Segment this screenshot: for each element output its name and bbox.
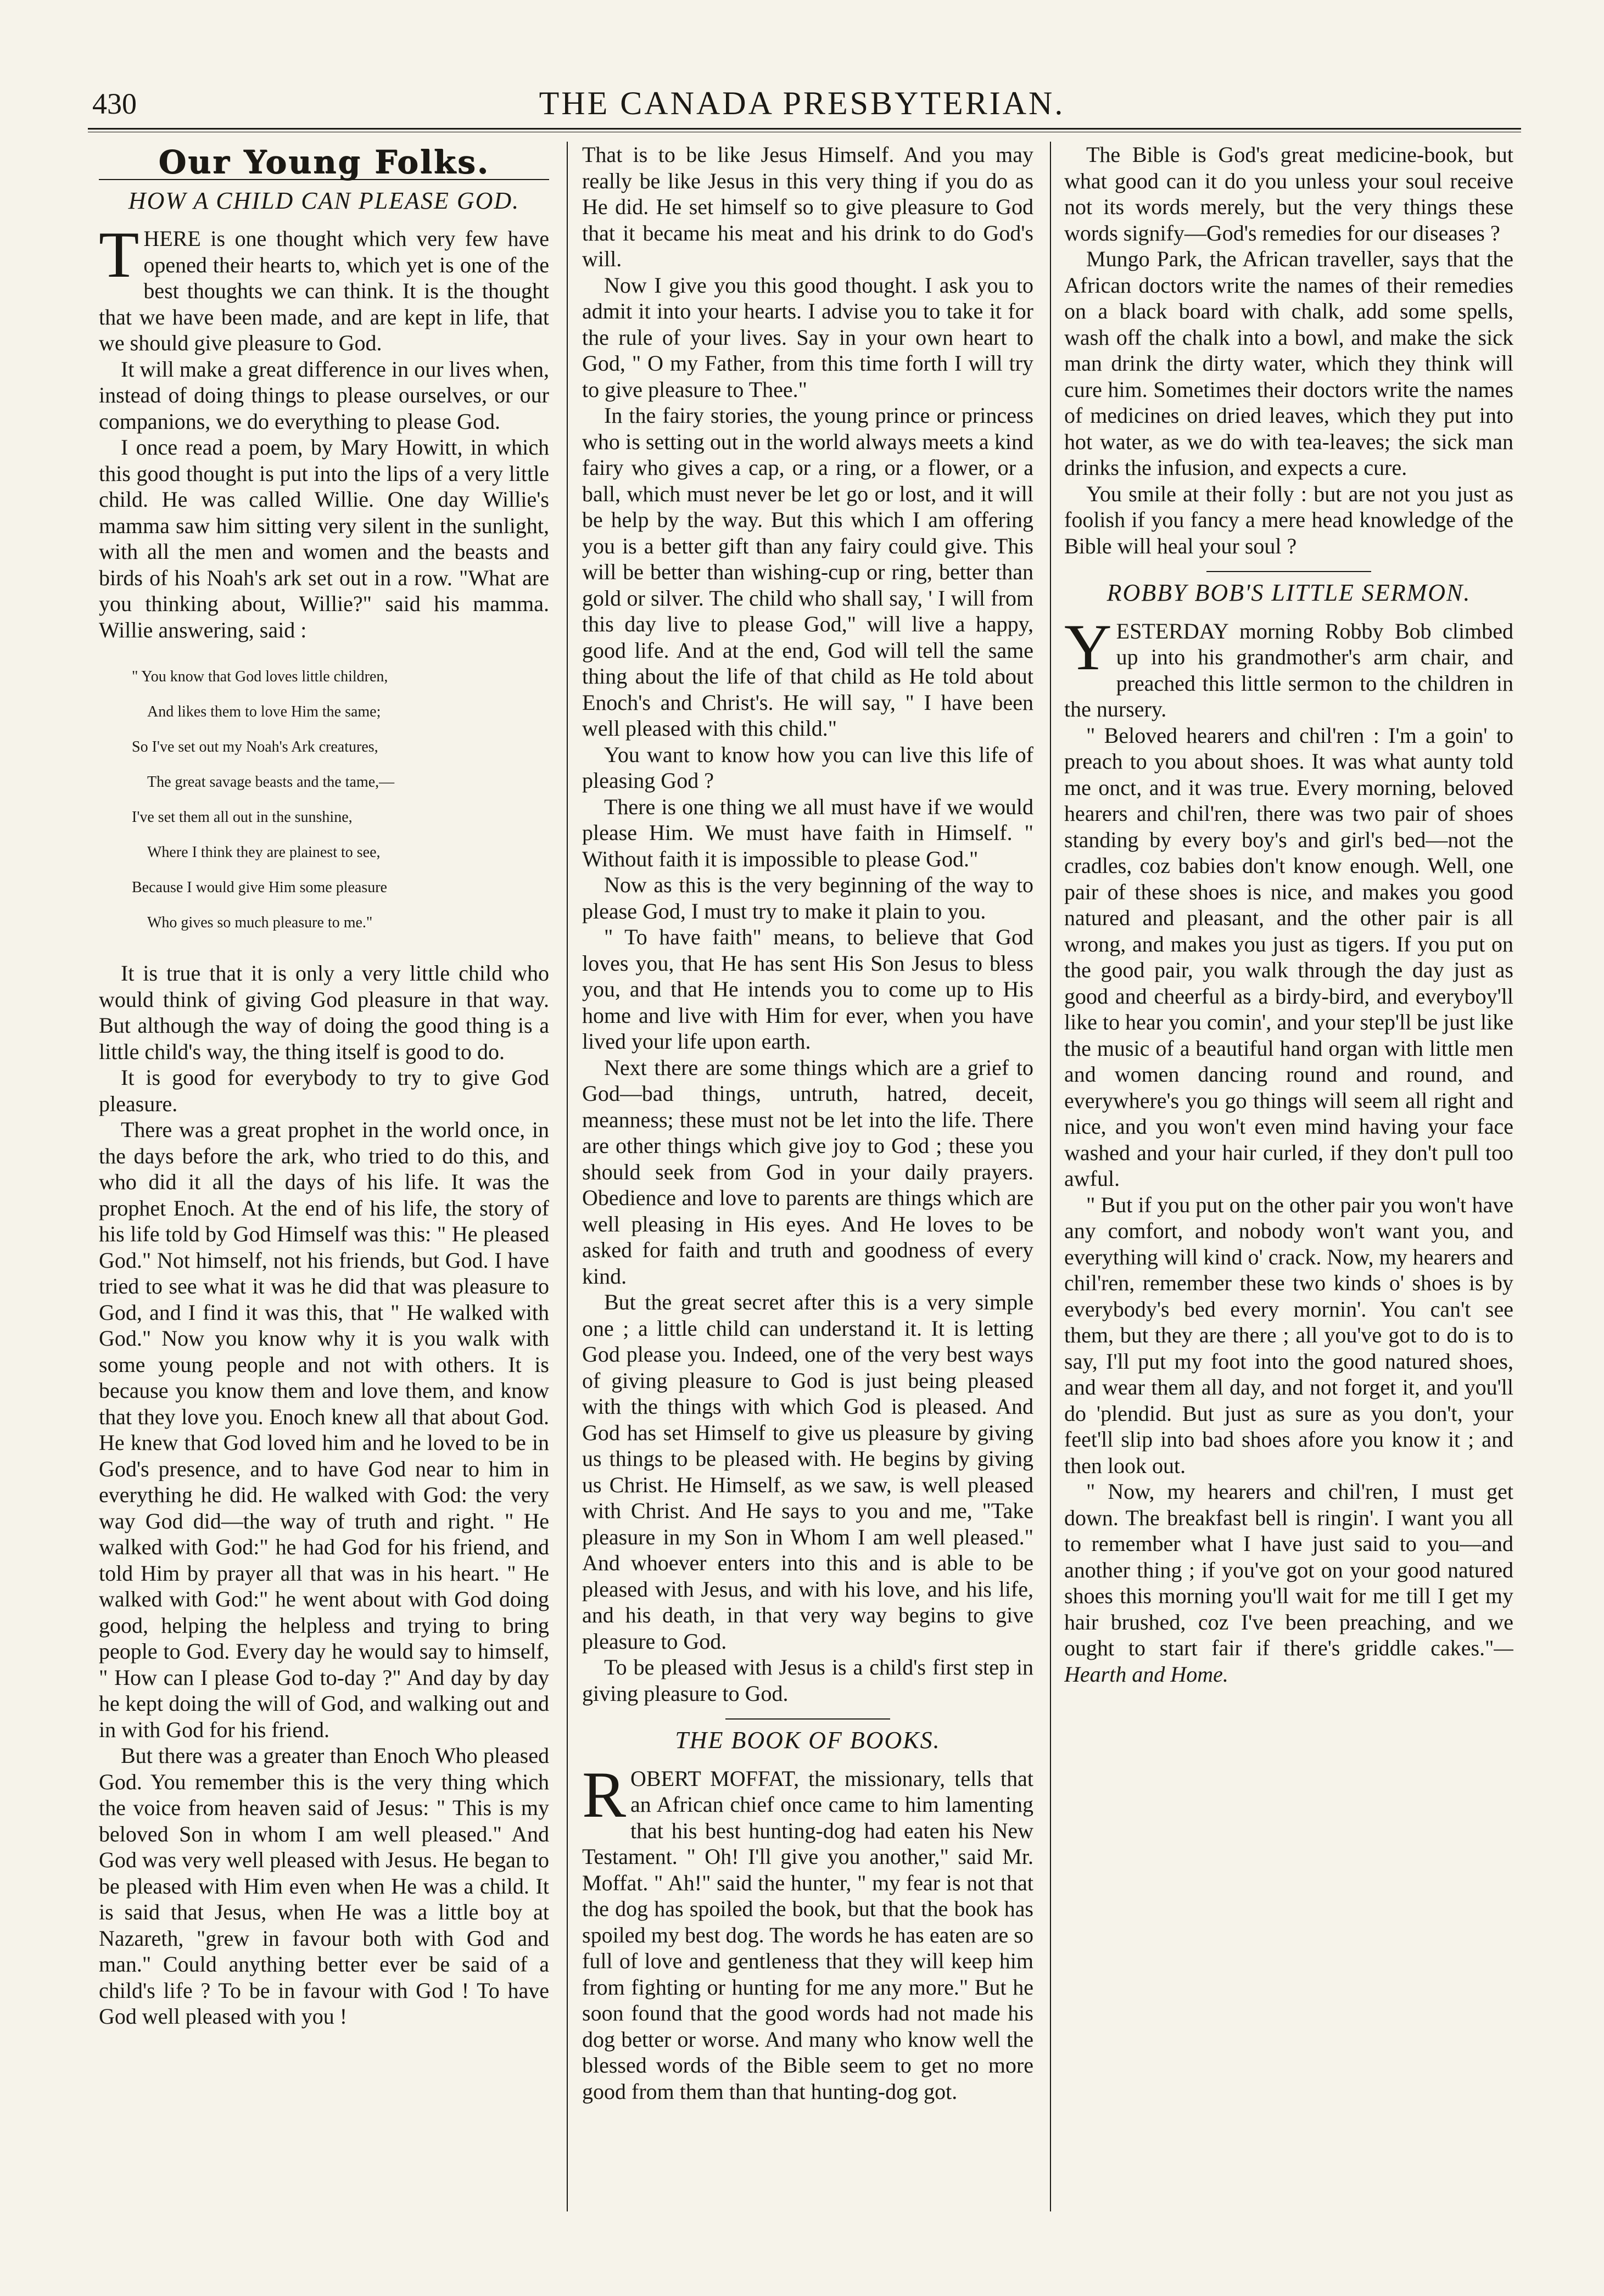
lead-caps: ESTERDAY — [1116, 618, 1228, 643]
article-heading-book-of-books: THE BOOK OF BOOKS. — [675, 1727, 941, 1754]
poem-line: And likes them to love Him the same; — [147, 703, 381, 720]
paragraph: Mungo Park, the African traveller, says that the African doctors write the names of their remedies on a black board with chalk, add some spells, wash off the chalk into a bowl, and make the sick man drink the dirty water, which they think will cure him. Sometimes their doctors write the names of medicines on dried leaves, which they put into hot water, as we do with tea-leaves; the sick man drinks the infusion, and expects a cure. — [1064, 247, 1513, 480]
paragraph: Next there are some things which are a grief to God—bad things, untruth, hatred, deceit, meanness; these must not be let into the life. There are other things which give joy to God ; these you should seek from God in your daily prayers. Obedience and love to parents are things which are well pleasing in His eyes. And He loves to be asked for faith and truth and goodness of every kind. — [582, 1055, 1033, 1289]
article-separator — [725, 1718, 890, 1720]
lead-caps: OBERT MOFFAT — [630, 1766, 794, 1791]
paragraph: To be pleased with Jesus is a child's first step in giving pleasure to God. — [582, 1655, 1033, 1706]
column-2 — [582, 142, 1033, 2211]
poem-line: Because I would give Him some pleasure — [132, 879, 387, 896]
paragraph: Now as this is the very beginning of the way to please God, I must try to make it plain to you. — [582, 872, 1033, 923]
paragraph: You smile at their folly : but are not you just as foolish if you fancy a mere head knowledge of the Bible will heal your soul ? — [1064, 481, 1513, 558]
page-number: 430 — [92, 87, 137, 120]
column-rule-1 — [567, 142, 568, 2211]
paragraph: Now I give you this good thought. I ask you to admit it into your hearts. I advise you to take it for the rule of your lives. Say in your own heart to God, " O my Father, from this time forth I will try to give pleasure to Thee." — [582, 272, 1033, 402]
poem-line: I've set them all out in the sunshine, — [132, 809, 353, 826]
lead-text: HERE is one thought which very few have opened their hearts to, which yet is one of the best thoughts we can think. It is the thought that we have been made, and are kept in life, that we should give pleasure to God. — [99, 226, 549, 355]
paragraph: " Beloved hearers and chil'ren : I'm a goin' to preach to you about shoes. It was what aunty told me onct, and it was true. Every morning, beloved hearers and chil'ren, there was two pair of shoes standing by every boy's and girl's bed—not the cradles, coz babies don't know enough. Well, one pair of these shoes is nice, and makes you good natured and pleasant, and the other pair is all wrong, and makes you just as tigers. If you put on the good pair, you walk through the day just as good and cheerful as a birdy-bird, and everyboy'll like to hear you comin', and your step'll be just like the music of a beautiful hand organ with little men and women dancing round and round, and everywhere's you go things will seem all right and nice, and you won't even mind having your face washed and your hair curled, if they don't pull too awful. — [1064, 723, 1513, 1191]
article-separator — [1206, 571, 1371, 572]
header-rule — [88, 128, 1521, 130]
poem-line: Where I think they are plainest to see, — [147, 844, 381, 861]
paragraph: The Bible is God's great medicine-book, but what good can it do you unless your soul receive not its words merely, but the very things these words signify—God's remedies for our diseases ? — [1064, 142, 1513, 245]
article-heading-robby-bob: ROBBY BOB'S LITTLE SERMON. — [1106, 579, 1471, 606]
paragraph: But the great secret after this is a very simple one ; a little child can understand it. It is letting God please you. Indeed, one of the very best ways of giving pleasure to God is just being pleased with the things with which God is pleased. And God has set Himself to give us pleasure by giving us things to be pleased with. He begins by giving us Christ. He Himself, as we saw, is well pleased with Christ. And He says to you and me, "Take pleasure in my Son in Whom I am well pleased." And whoever enters into this and is able to be pleased with Jesus, and with his love, and his life, and his death, in that very way begins to give pleasure to God. — [582, 1290, 1033, 1654]
paragraph: There is one thing we all must have if we would please Him. We must have faith in Himself. " Without faith it is impossible to please God." — [582, 794, 1033, 871]
paragraph: You want to know how you can live this life of pleasing God ? — [582, 742, 1033, 793]
paragraph: " But if you put on the other pair you won't have any comfort, and nobody won't want you, and everything will kind o' crack. Now, my hearers and chil'ren, remember these two kinds o' shoes is by everybody's bed every mornin'. You can't see them, but they are there ; all you've got to do is to say, I'll put my foot into the good natured shoes, and wear them all day, and not forget it, and you'll do 'plendid. But just as sure as you don't, your feet'll slip into bad shoes afore you know it ; and then look out. — [1064, 1192, 1513, 1478]
article-lead-paragraph — [582, 1757, 1033, 2105]
paragraph: " To have faith" means, to believe that God loves you, that He has sent His Son Jesus to bless you, and that He intends you to come up to His home and live with Him for ever, when you have lived your life upon earth. — [582, 925, 1033, 1054]
paragraph: That is to be like Jesus Himself. And you may really be like Jesus in this very thing if you do as He did. He set himself so to give pleasure to God that it became his meat and his drink to do God's will. — [582, 142, 1033, 271]
paragraph: I once read a poem, by Mary Howitt, in which this good thought is put into the lips of a very little child. He was called Willie. One day Willie's mamma saw him sitting very silent in the sunlight, with all the men and women and the beasts and birds of his Noah's ark set out in a row. "What are you thinking about, Willie?" said his mamma. Willie answering, said : — [99, 435, 549, 642]
section-title: Our Young Folks. — [158, 143, 490, 181]
article-heading-how-a-child: HOW A CHILD CAN PLEASE GOD. — [128, 187, 520, 214]
lead-text: morning Robby Bob climbed up into his grandmother's arm chair, and preached this little sermon to the children in the nursery. — [1064, 618, 1513, 721]
paragraph: It will make a great difference in our lives when, instead of doing things to please ourselves, or our companions, we do everything to please God. — [99, 356, 549, 434]
poem-line: Who gives so much pleasure to me." — [147, 914, 373, 931]
drop-cap: Y — [1064, 610, 1112, 684]
article-lead-paragraph — [1064, 610, 1513, 723]
closing-text: " Now, my hearers and chil'ren, I must get down. The breakfast bell is ringin'. I want you all to remember what I have just said to you—and another thing ; if you've got on your good natured shoes this morning you'll wait for me till I get my hair brushed, coz I've been preaching, and we ought to start fair if there's griddle cakes." — [1064, 1479, 1513, 1660]
drop-cap: T — [99, 218, 139, 291]
poem-line: So I've set out my Noah's Ark creatures, — [132, 738, 378, 755]
lead-text: , the missionary, tells that an African chief once came to him lamenting that his best hunting-dog had eaten his New Testament. " Oh! I'll give you another," said Mr. Moffat. " Ah!" said the hunter, " my fear is not that the dog has spoiled the book, but that the book has spoiled my best dog. The words he has eaten are so full of love and gentleness that they will keep him from fighting or hunting for me any more." But he soon found that the good words had not made his dog better or worse. And many who know well the blessed words of the Bible seem to get no more good from them than that hunting-dog got. — [582, 1766, 1033, 2104]
drop-cap: R — [582, 1757, 627, 1831]
poem-line: The great savage beasts and the tame,— — [147, 774, 395, 791]
source-credit: —Hearth and Home. — [1064, 1636, 1513, 1687]
paragraph: It is true that it is only a very little child who would think of giving God pleasure in that way. But although the way of doing the good thing is a little child's way, the thing itself is good to do. — [99, 961, 549, 1064]
paragraph: It is good for everybody to try to give God pleasure. — [99, 1065, 549, 1116]
column-3 — [1064, 142, 1513, 2211]
poem-quote — [132, 651, 549, 949]
paragraph: But there was a greater than Enoch Who pleased God. You remember this is the very thing which the voice from heaven said of Jesus: " This is my beloved Son in whom I am well pleased." And God was very well pleased with Jesus. He began to be pleased with Him even when He was a child. It is said that Jesus, when He was a little boy at Nazareth, "grew in favour both with God and man." Could anything better ever be said of a child's life ? To be in favour with God ! To have God well pleased with you ! — [99, 1743, 549, 2029]
column-1 — [99, 142, 549, 2211]
article-lead-paragraph — [99, 218, 549, 356]
paragraph: In the fairy stories, the young prince or princess who is setting out in the world always meets a kind fairy who gives a cap, or a ring, or a flower, or a ball, which must never be let go or lost, and it will be help by the way. But this which I am offering you is a better gift than any fairy could give. This will be better than wishing-cup or ring, better than gold or silver. The child who shall say, ' I will from this day live to please God," will live a happy, good life. And at the end, God will tell the same thing about the life of that child as He told about Enoch's and Christ's. He will say, " I have been well pleased with this child." — [582, 403, 1033, 741]
paragraph — [1064, 1479, 1513, 1687]
poem-line: " You know that God loves little children, — [132, 668, 388, 685]
paragraph: There was a great prophet in the world once, in the days before the ark, who tried to do this, and who did it all the days of his life. It was the prophet Enoch. At the end of his life, the story of his life told by God Himself was this: " He pleased God." Not himself, not his friends, but God. I have tried to see what it was he did that was pleasure to God, and I find it was this, that " He walked with God." Now you know why it is you walk with some young people and not with others. It is because you know them and love them, and know that they love you. Enoch knew all that about God. He knew that God loved him and he loved to be in God's presence, and to have God near to him in everything he did. He walked with God: the very way God did—the way of truth and right. " He walked with God:" he had God for his friend, and told Him by prayer all that was in his heart. " He walked with God:" he went about with God doing good, helping the helpless and trying to bring people to God. Every day he would say to himself, " How can I please God to-day ?" And day by day he kept doing the will of God, and walking out and in with God for his friend. — [99, 1117, 549, 1742]
running-title: THE CANADA PRESBYTERIAN. — [539, 85, 1065, 121]
column-rule-2 — [1050, 142, 1051, 2211]
